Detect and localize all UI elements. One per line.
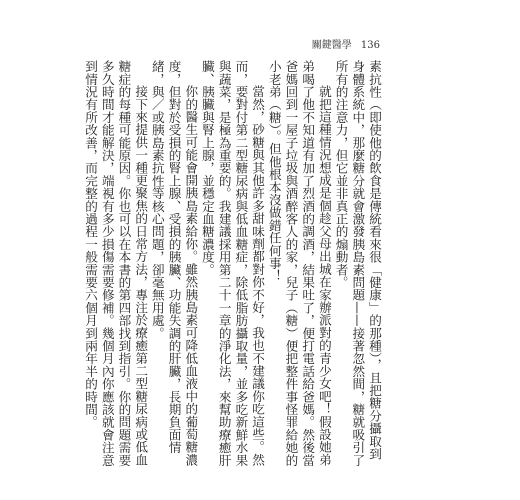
paragraph-5: 接下來提供一種更聚焦的日常方法，專注於療癒第二型糖尿病或低血糖症的每種可能原因。你也可以在本書的第四部找到指引。你的問題需要多久時間才能解決，端視有多少損傷需要修補。幾個月內你應該就會注意到情況有所改善，而完整的過程一般需要六個月到兩年半的時間。: [83, 60, 149, 467]
paragraph-1: 素抗性（即使他的飲食是傳統看來很「健康」的那種），且把糖分攝取到身體系統中，那麼糖分就會激發胰島素問題——接著忽然間，糖就吸引了所有的注意力，但它並非真正的煽動者。: [333, 60, 382, 467]
page-number: 136: [360, 40, 380, 51]
running-header: [312, 36, 380, 51]
body-text: [83, 60, 382, 470]
running-header-title: 關鍵醫學: [311, 40, 352, 51]
paragraph-4: 你的醫生可能會開胰島素給你。雖然胰島素可降低血液中的葡萄糖濃度，但對於受損的腎上腺、受損的胰臟、功能失調的肝臟，長期負面情緒，與／或胰島素抗性等核心問題，卻毫無用處。: [149, 60, 199, 467]
paragraph-3: 當然，砂糖與其他許多甜味劑都對你不好，我也不建議你吃這些。然而，要對付第二型糖尿病與低血糖症，除低脂肪攝取量，並多吃新鮮水果與蔬菜，是極為重要的。我建議採用第二十一章的淨化法，來幫助療癒肝臟、胰臟與腎上腺，並穩定血糖濃度。: [199, 60, 266, 467]
paragraph-2: 就把這種情況想成是個趁父母出城在家辦派對的青少女吧！假設她弟弟喝了他不知道有加了烈酒的調酒，結果吐了，便打電話給爸媽。然後當爸媽回到一屋子垃圾與酒醉客人的家，兒子（糖）便把整件事怪罪給她的小老弟（糖）。但他根本沒做錯任何事！: [266, 60, 332, 467]
